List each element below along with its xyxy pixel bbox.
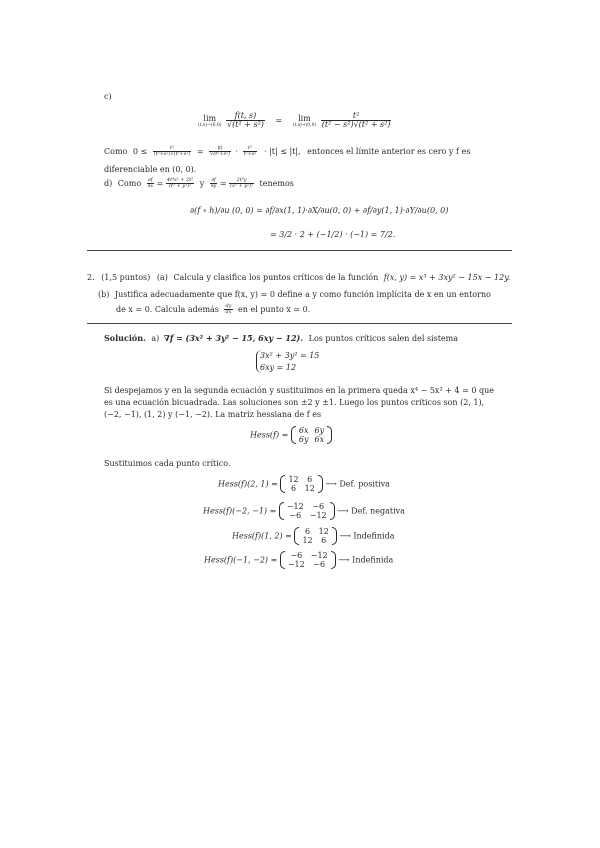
matrix-entry: 12 [304, 484, 315, 494]
ineq-text-2: diferenciable en (0, 0). [104, 165, 197, 174]
equation-system [256, 350, 319, 373]
ineq-den-3: t²+s² [243, 151, 257, 158]
inequality-line: Como 0 ≤ $\frac{\text{t²}}{\text{(t²+s²)√(t²+s²)}}$ = $\frac{|t|}{\text{√(t²+s²)}}$ · $\frac{\text{t²}}{\text{t²+s²}}$ · |t| ≤ |t|, entonces el límite anterior es cero y f es [104, 145, 471, 158]
case-1-matrix [285, 475, 317, 493]
matrix-entry: −12 [310, 551, 328, 560]
case-4-matrix [285, 551, 331, 569]
divider-bottom [87, 323, 512, 324]
case-4-label: Hess(f)(−1, −2) = [204, 555, 278, 565]
matrix-entry: −6 [289, 511, 302, 521]
pd1-rhs-num: 4t⁴s² + 2t² [166, 177, 194, 183]
para-line-3: (−2, −1), (1, 2) y (−1, −2). La matriz hessiana de f es [104, 410, 322, 419]
matrix-entry: −12 [287, 560, 305, 570]
lim-word-2: lim [298, 113, 311, 123]
case-4-result: ⟶ Indefinida [338, 555, 394, 565]
case-2-matrix [284, 502, 330, 520]
matrix-entry: −6 [313, 560, 326, 570]
pd2-den: ∂y [210, 183, 217, 190]
problem-2-line-a [87, 273, 510, 282]
lim1-numerator: f(t, s) [226, 112, 265, 121]
limit-equation: lim (t,s)→(0,0) $\frac{f(t, s)}{\text{√(t² + s²)}}$ = lim (t,s)→(0,0) $\frac{\text{t²}}{\text{(t² − s²)√(t² + s²)}}$ [198, 111, 391, 130]
ineq-tail: · |t| ≤ |t|, [263, 146, 301, 156]
system-intro: Los puntos críticos salen del sistema [308, 334, 459, 343]
dydx-num: dy [225, 303, 232, 309]
pd2-rhs-den: (x² + y²)² [230, 183, 253, 190]
matrix-entry: 6y [314, 426, 325, 435]
ineq-num-2: |t| [209, 146, 231, 152]
matrix-entry: 12 [288, 475, 299, 484]
problem-2-line-b2 [116, 304, 310, 316]
ineq-den-2: √(t²+s²) [210, 151, 230, 158]
problem-b-text-2-post: en el punto x = 0. [238, 304, 311, 314]
como-word: Como [104, 146, 128, 156]
problem-a-label: (a) [156, 273, 168, 282]
pd2-num: ∂f [211, 177, 216, 183]
matrix-entry: 6x [314, 435, 325, 445]
ineq-num-3: t² [243, 146, 258, 152]
chain-rule-line-1: ∂(f ∘ h)/∂u (0, 0) = ∂f/∂x(1, 1)·∂X/∂u(0, 0) + ∂f/∂y(1, 1)·∂Y/∂u(0, 0) [190, 206, 449, 215]
matrix-entry: 6 [304, 527, 311, 536]
hessian-matrix [296, 426, 327, 444]
case-1-result: ⟶ Def. positiva [325, 479, 390, 489]
problem-points: (1,5 puntos) [101, 273, 151, 282]
hessian-case-4 [204, 551, 393, 569]
dydx-den: dx [225, 309, 232, 316]
pd1-den: ∂x [147, 183, 154, 190]
case-3-result: ⟶ Indefinida [339, 531, 395, 541]
gradient: ∇f = (3x² + 3y² − 15, 6xy − 12). [163, 333, 304, 343]
lim-subscript: (t,s)→(0,0) [198, 122, 222, 128]
divider-top [87, 250, 512, 251]
solution-gradient-line [104, 333, 458, 343]
substitute-text: Sustituimos cada punto crítico. [104, 459, 231, 468]
matrix-entry: 6 [307, 475, 313, 484]
ineq-den-1: (t²+s²)√(t²+s²) [153, 151, 191, 158]
chain-rule-line-2: = 3/2 · 2 + (−1/2) · (−1) = 7/2. [270, 230, 396, 239]
lim-word: lim [203, 113, 217, 123]
equation-2: 6xy = 12 [260, 362, 297, 372]
lim1-denominator: √(t² + s²) [227, 120, 264, 130]
case-2-result: ⟶ Def. negativa [337, 506, 405, 516]
problem-number: 2. [87, 273, 95, 282]
hessian-general [250, 426, 332, 444]
problem-b-label: (b) [98, 290, 110, 299]
lim2-denominator: (t² − s²)√(t² + s²) [321, 120, 391, 130]
matrix-entry: −12 [309, 511, 327, 521]
part-d-como: Como [117, 178, 142, 188]
part-d-tail: tenemos [259, 178, 294, 188]
matrix-entry: 6 [321, 536, 327, 546]
matrix-entry: 12 [318, 527, 329, 536]
y-word: y [199, 178, 205, 188]
solution-a-label: a) [151, 334, 160, 343]
hessian-case-2 [203, 502, 405, 520]
part-c-label: c) [104, 92, 112, 101]
part-d-label: d) [104, 178, 113, 188]
case-3-matrix [299, 527, 331, 545]
hessian-case-1 [218, 475, 390, 493]
problem-b-text-2-pre: de x = 0. Calcula además [116, 304, 219, 314]
problem-b-text-1: Justifica adecuadamente que f(x, y) = 0 define a y como función implícita de x en un entorno [114, 290, 491, 299]
matrix-entry: −6 [312, 502, 325, 511]
para-line-2: es una ecuación bicuadrada. Las soluciones son ±2 y ±1. Luego los puntos críticos son (2, 1), [104, 398, 485, 407]
ineq-text-1: entonces el límite anterior es cero y f es [307, 146, 471, 156]
matrix-entry: 12 [302, 536, 313, 546]
matrix-entry: 6 [290, 484, 297, 494]
matrix-entry: 6x [298, 426, 309, 435]
matrix-entry: −6 [290, 551, 303, 560]
matrix-entry: 6y [298, 435, 309, 445]
hessian-case-3 [232, 527, 394, 545]
case-3-label: Hess(f)(1, 2) = [232, 531, 292, 541]
solution-heading: Solución. [104, 333, 146, 343]
problem-a-text: Calcula y clasifica los puntos críticos de la función [173, 273, 379, 282]
lim-subscript-2: (t,s)→(0,0) [292, 122, 317, 128]
equation-1: 3x² + 3y² = 15 [260, 351, 320, 360]
lim2-numerator: t² [321, 112, 392, 121]
para-line-1: Si despejamos y en la segunda ecuación y sustituimos en la primera queda x⁴ − 5x² + 4 = 0 que [104, 386, 494, 395]
ineq-num-1: t² [153, 146, 192, 152]
pd1-num: ∂f [148, 177, 153, 183]
case-1-label: Hess(f)(2, 1) = [218, 479, 278, 489]
case-2-label: Hess(f)(−2, −1) = [203, 506, 277, 516]
problem-2-line-b [98, 290, 491, 299]
problem-function: f(x, y) = x³ + 3xy² − 15x − 12y. [383, 273, 511, 282]
hessian-label: Hess(f) = [250, 430, 289, 440]
pd1-rhs-den: (t² + y²)² [168, 183, 192, 190]
part-d-line: d) Como $\frac{\partial f}{\partial x}$ = $\frac{\text{4t⁴s² + 2t²}}{\text{(t² + y²)²}}$ y $\frac{\partial f}{\partial y}$ = $\frac{\text{2t³y}}{\text{(x² + y²)²}}$ tenemos [104, 177, 294, 190]
matrix-entry: −12 [286, 502, 304, 511]
pd2-rhs-num: 2t³y [229, 178, 254, 184]
